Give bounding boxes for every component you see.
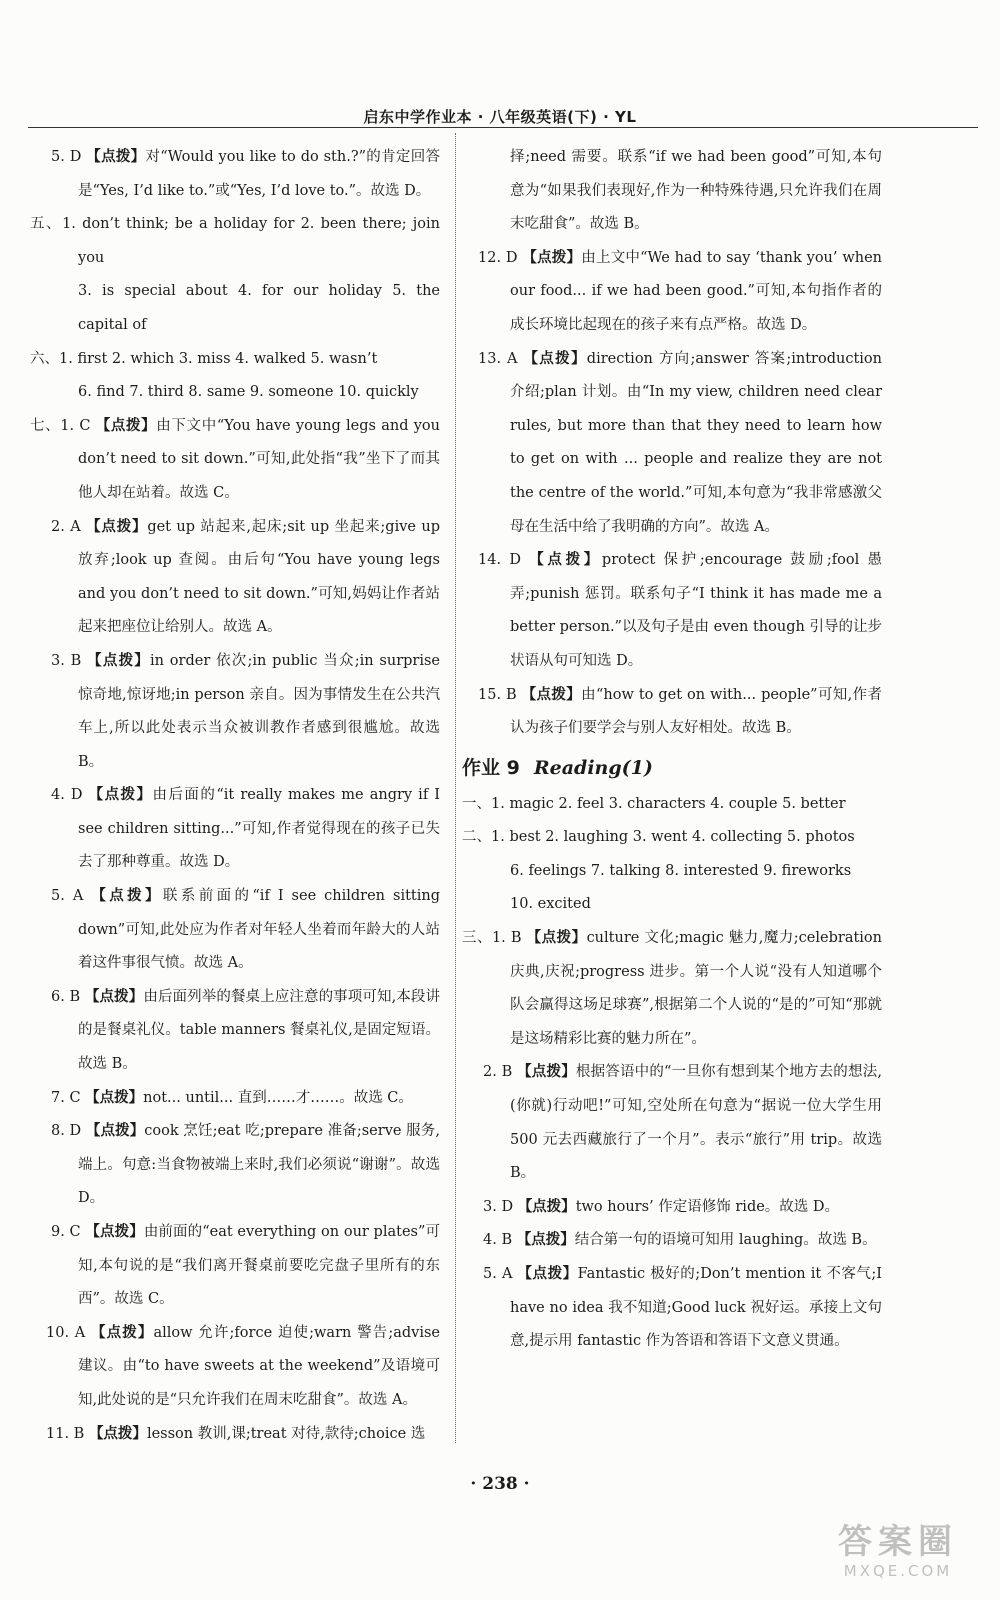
page-number: · 238 · <box>470 1474 530 1494</box>
answer-entry <box>462 855 882 889</box>
answer-text: Fantastic 极好的;Don’t mention it 不客气;I have no idea 我不知道;Good luck 祝好运。承接上文句意,提示用 fantastic 作为答语和答语下文意义贯通。 <box>510 1266 882 1350</box>
answer-entry <box>30 208 440 275</box>
answer-entry <box>30 1317 440 1418</box>
answer-entry <box>30 645 440 779</box>
answer-text: in order 依次;in public 当众;in surprise 惊奇地,惊讶地;in person 亲自。因为事情发生在公共汽车上,所以此处表示当众被训教作者感到很尴尬。故选 B。 <box>78 652 440 770</box>
hint-label: 【点拨】 <box>85 1089 144 1106</box>
answer-number: 五、1. <box>30 216 83 233</box>
hint-label: 【点拨】 <box>91 888 163 905</box>
answer-entry <box>462 922 882 1056</box>
unit-label: 作业 9 <box>462 756 520 779</box>
answer-text: cook 烹饪;eat 吃;prepare 准备;serve 服务,端上。句意:当食物被端上来时,我们必须说“谢谢”。故选 D。 <box>78 1123 440 1207</box>
answer-entry <box>462 679 882 746</box>
answer-entry <box>30 1216 440 1317</box>
answer-number: 8. D <box>51 1123 86 1140</box>
right-column-top <box>462 141 882 746</box>
answer-entry <box>462 242 882 343</box>
left-column <box>30 141 440 1451</box>
answer-text: don’t think; be a holiday for 2. been there; join you <box>78 216 440 266</box>
answer-number: 3. B <box>51 652 88 669</box>
header-rule <box>28 127 978 128</box>
answer-number: 15. B <box>478 686 522 703</box>
answer-text: 结合第一句的语境可知用 laughing。故选 B。 <box>574 1232 877 1249</box>
answer-entry <box>462 544 882 678</box>
answer-text: 由前面的“eat everything on our plates”可知,本句说的是“我们离开餐桌前要吃完盘子里所有的东西”。故选 C。 <box>78 1224 440 1308</box>
answer-number: 2. A <box>51 518 87 535</box>
answer-entry <box>30 981 440 1082</box>
answer-text: 由下文中“You have young legs and you don’t need to sit down.”可知,此处指“我”坐下了而其他人却在站着。故选 C。 <box>78 417 440 501</box>
answer-entry <box>462 821 882 855</box>
answer-entry <box>30 880 440 981</box>
answer-entry <box>462 788 882 822</box>
answer-entry <box>462 1224 882 1258</box>
hint-label: 【点拨】 <box>91 1324 154 1341</box>
answer-number: 七、1. C <box>30 417 96 434</box>
answer-text: 由“how to get on with... people”可知,作者认为孩子们要学会与别人友好相处。故选 B。 <box>510 686 882 737</box>
answer-text: magic 2. feel 3. characters 4. couple 5. better <box>509 795 846 812</box>
answer-number: 4. B <box>483 1232 517 1249</box>
answer-entry <box>30 376 440 410</box>
answer-number: 2. B <box>483 1064 518 1081</box>
hint-label: 【点拨】 <box>88 787 153 804</box>
answer-entry <box>462 1258 882 1359</box>
answer-number: 14. D <box>478 552 530 569</box>
answer-number: 10. A <box>46 1324 91 1341</box>
answer-number: 5. D <box>51 149 87 165</box>
hint-label: 【点拨】 <box>517 1064 576 1081</box>
answer-text: 联系前面的“if I see children sitting down”可知,此处应为作者对年轻人坐着而年龄大的人站着这件事很气愤。故选 A。 <box>78 888 441 972</box>
answer-number: 三、1. B <box>462 930 527 947</box>
answer-number: 六、1. <box>30 350 78 367</box>
answer-number: 一、1. <box>462 795 510 812</box>
answer-entry <box>462 888 882 922</box>
answer-number: 7. C <box>51 1089 86 1106</box>
answer-entry <box>462 1191 882 1225</box>
answer-text: culture 文化;magic 魅力,魔力;celebration 庆典,庆祝;progress 进步。第一个人说“没有人知道哪个队会赢得这场足球赛”,根据第二个人说的“是的”可知“那就是这场精彩比赛的魅力所在”。 <box>510 930 882 1047</box>
answer-text: get up 站起来,起床;sit up 坐起来;give up 放弃;look up 查阅。由后句“You have young legs and you don’t need to sit down.”可知,妈妈让作者站起来把座位让给别人。故选 A。 <box>78 518 441 636</box>
answer-number: 12. D <box>478 249 523 266</box>
answer-number: 二、1. <box>462 829 510 846</box>
answer-entry <box>30 141 440 208</box>
answer-text: 3. is special about 4. for our holiday 5. the capital of <box>78 283 440 333</box>
hint-label: 【点拨】 <box>529 552 602 569</box>
hint-label: 【点拨】 <box>85 1123 145 1140</box>
column-divider <box>455 133 456 1443</box>
answer-text: 对“Would you like to do sth.?”的肯定回答是“Yes, I’d like to.”或“Yes, I’d love to.”。故选 D。 <box>78 149 440 199</box>
watermark-logo <box>818 1522 978 1582</box>
answer-text: two hours’ 作定语修饰 ride。故选 D。 <box>575 1198 840 1215</box>
answer-text: 由上文中“We had to say ‘thank you’ when our food... if we had been good.”可知,本句指作者的成长环境比起现在的孩子来有点严格。故选 D。 <box>510 249 883 333</box>
answer-text: not... until... 直到……才……。故选 C。 <box>143 1089 413 1106</box>
answer-entry <box>30 1082 440 1116</box>
answer-number: 3. D <box>483 1198 518 1215</box>
hint-label: 【点拨】 <box>517 1198 576 1215</box>
answer-text: allow 允许;force 迫使;warn 警告;advise 建议。由“to have sweets at the weekend”及语境可知,此处说的是“只允许我们在周末吃甜食”。故选 A。 <box>78 1324 440 1408</box>
watermark-url: MXQE.COM <box>843 1562 953 1580</box>
hint-label: 【点拨】 <box>86 149 146 165</box>
right-column <box>462 141 882 1359</box>
hint-label: 【点拨】 <box>516 1232 575 1249</box>
answer-entry <box>30 1115 440 1216</box>
answer-text: 6. find 7. third 8. same 9. someone 10. quickly <box>78 384 419 401</box>
answer-text: 由后面的“it really makes me angry if I see children sitting...”可知,作者觉得现在的孩子已失去了那种尊重。故选 D。 <box>78 787 440 871</box>
running-header: 启东中学作业本 · 八年级英语(下) · YL <box>363 108 637 126</box>
answer-text: 择;need 需要。联系“if we had been good”可知,本句意为“如果我们表现好,作为一种特殊待遇,只允许我们在周末吃甜食”。故选 B。 <box>510 149 882 233</box>
answer-text: direction 方向;answer 答案;introduction 介绍;plan 计划。由“In my view, children need clear rules, but more than that they need to learn how to get on with ... people and realize they are not the centre of the world.”可知,本句意为“我非常感激父母在生活中给了我明确的方向”。故选 A。 <box>510 350 882 535</box>
answer-entry <box>30 410 440 511</box>
hint-label: 【点拨】 <box>526 930 587 947</box>
answer-text: 6. feelings 7. talking 8. interested 9. fireworks <box>510 862 852 879</box>
hint-label: 【点拨】 <box>517 1266 578 1282</box>
answer-number: 4. D <box>51 787 89 804</box>
answer-number: 13. A <box>478 350 524 367</box>
unit-heading <box>462 748 882 788</box>
answer-entry <box>30 511 440 645</box>
answer-text: first 2. which 3. miss 4. walked 5. wasn’t <box>77 350 378 367</box>
answer-number: 11. B <box>46 1425 89 1442</box>
answer-entry <box>462 1056 882 1190</box>
watermark-text: 答案圈 <box>838 1522 958 1562</box>
hint-label: 【点拨】 <box>84 988 144 1005</box>
answer-entry <box>30 779 440 880</box>
answer-entry <box>462 343 882 545</box>
answer-number: 6. B <box>51 988 85 1005</box>
answer-entry <box>30 275 440 342</box>
answer-number: 9. C <box>51 1224 86 1240</box>
right-column-bottom <box>462 788 882 1359</box>
answer-text: best 2. laughing 3. went 4. collecting 5. photos <box>509 829 855 846</box>
answer-entry <box>30 343 440 377</box>
answer-number: 5. A <box>483 1266 518 1282</box>
hint-label: 【点拨】 <box>85 1224 144 1240</box>
answer-entry <box>30 1418 440 1452</box>
answer-text: 由后面列举的餐桌上应注意的事项可知,本段讲的是餐桌礼仪。table manners 餐桌礼仪,是固定短语。故选 B。 <box>78 988 441 1073</box>
answer-number: 5. A <box>51 888 92 905</box>
answer-text: lesson 教训,课;treat 对待,款待;choice 选 <box>146 1425 426 1442</box>
answer-text: protect 保护;encourage 鼓励;fool 愚弄;punish 惩罚。联系句子“I think it has made me a better person.”以及句子是由 even though 引导的让步状语从句可知选 D。 <box>510 552 882 669</box>
hint-label: 【点拨】 <box>95 417 157 434</box>
unit-title: Reading(1) <box>533 756 653 779</box>
hint-label: 【点拨】 <box>521 686 582 703</box>
hint-label: 【点拨】 <box>522 249 582 266</box>
answer-text: 根据答语中的“一旦你有想到某个地方去的想法,(你就)行动吧!”可知,空处所在句意为“据说一位大学生用 500 元去西藏旅行了一个月”。表示“旅行”用 trip。故选 B。 <box>510 1064 882 1182</box>
hint-label: 【点拨】 <box>86 518 148 535</box>
answer-text: 10. excited <box>510 896 591 913</box>
answer-entry <box>462 141 882 242</box>
hint-label: 【点拨】 <box>87 652 150 669</box>
hint-label: 【点拨】 <box>88 1425 147 1442</box>
hint-label: 【点拨】 <box>523 350 587 367</box>
